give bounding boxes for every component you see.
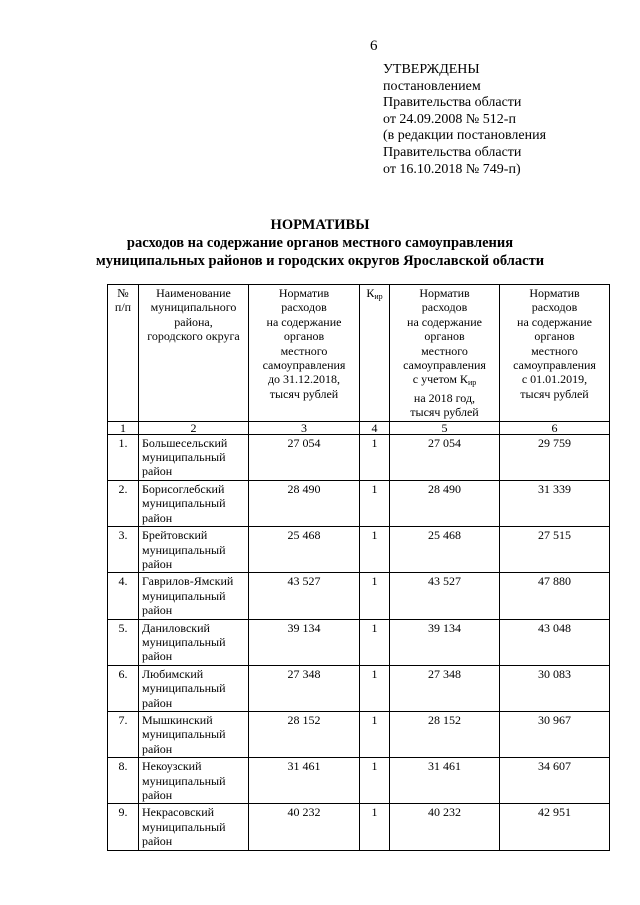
- row-name-line: Большесельский: [142, 435, 228, 450]
- approval-line: от 16.10.2018 № 749-п): [383, 161, 521, 177]
- column-number: 3: [249, 421, 360, 434]
- header-norm-k: Норматив расходов на содержание органов местного самоуправления с учетом $К_{ир}$ на 2018 год, тысяч рублей: [390, 285, 500, 422]
- row-name-line: район: [142, 741, 173, 756]
- row-norm-2019: 30 083: [500, 665, 610, 711]
- row-norm-k: 43 527: [390, 573, 500, 619]
- table-row: [108, 619, 610, 665]
- column-number: 1: [108, 421, 139, 434]
- row-name-line: район: [142, 464, 173, 479]
- row-norm-2018: 28 152: [249, 711, 360, 757]
- norms-table: [107, 284, 610, 851]
- row-number: 5.: [108, 619, 139, 665]
- row-number: 7.: [108, 711, 139, 757]
- row-number: 6.: [108, 665, 139, 711]
- row-norm-2019: 42 951: [500, 804, 610, 850]
- table-row: [108, 527, 610, 573]
- row-name: [139, 665, 249, 711]
- row-name-line: Мышкинский: [142, 712, 213, 727]
- row-k: 1: [360, 758, 390, 804]
- row-name-line: район: [142, 834, 173, 849]
- row-norm-2019: 30 967: [500, 711, 610, 757]
- row-norm-2019: 27 515: [500, 527, 610, 573]
- table-row: [108, 573, 610, 619]
- row-name-line: Гаврилов-Ямский: [142, 574, 234, 589]
- header-name: Наименование муниципального района, городского округа: [139, 285, 249, 422]
- approval-line: от 24.09.2008 № 512-п: [383, 111, 516, 127]
- row-number: 9.: [108, 804, 139, 850]
- row-norm-2018: 31 461: [249, 758, 360, 804]
- row-k: 1: [360, 573, 390, 619]
- column-number: 6: [500, 421, 610, 434]
- row-name-line: Некрасовский: [142, 805, 215, 820]
- table-row: [108, 665, 610, 711]
- row-norm-k: 25 468: [390, 527, 500, 573]
- row-name: [139, 711, 249, 757]
- row-name-line: Даниловский: [142, 620, 210, 635]
- approval-block: [383, 62, 546, 178]
- table-body: [108, 434, 610, 850]
- row-k: 1: [360, 665, 390, 711]
- row-name-line: район: [142, 695, 173, 710]
- row-name-line: Любимский: [142, 666, 204, 681]
- row-name: [139, 434, 249, 480]
- row-norm-k: 28 490: [390, 480, 500, 526]
- heading-subtitle: расходов на содержание органов местного самоуправления: [126, 235, 514, 251]
- row-norm-2019: 29 759: [500, 434, 610, 480]
- table-row: [108, 758, 610, 804]
- row-name-line: муниципальный: [142, 681, 226, 696]
- column-number: 2: [139, 421, 249, 434]
- approval-line: постановлением: [383, 78, 481, 94]
- table-row: [108, 480, 610, 526]
- approval-line: (в редакции постановления: [383, 128, 547, 144]
- row-k: 1: [360, 434, 390, 480]
- approval-line: Правительства области: [383, 144, 522, 160]
- row-name-line: муниципальный: [142, 634, 226, 649]
- row-number: 8.: [108, 758, 139, 804]
- row-norm-2018: 27 054: [249, 434, 360, 480]
- row-name: [139, 573, 249, 619]
- column-number-row: [108, 421, 610, 434]
- page-number: 6: [370, 38, 378, 54]
- row-name-line: муниципальный: [142, 496, 226, 511]
- row-norm-k: 28 152: [390, 711, 500, 757]
- row-norm-k: 27 348: [390, 665, 500, 711]
- row-norm-2018: 27 348: [249, 665, 360, 711]
- row-name-line: муниципальный: [142, 727, 226, 742]
- row-name: [139, 758, 249, 804]
- row-norm-2018: 43 527: [249, 573, 360, 619]
- row-number: 1.: [108, 434, 139, 480]
- heading-title: НОРМАТИВЫ: [270, 217, 370, 233]
- row-k: 1: [360, 711, 390, 757]
- row-number: 4.: [108, 573, 139, 619]
- row-norm-2019: 31 339: [500, 480, 610, 526]
- row-norm-2018: 28 490: [249, 480, 360, 526]
- row-norm-2019: 47 880: [500, 573, 610, 619]
- row-name-line: муниципальный: [142, 450, 226, 465]
- row-name-line: район: [142, 788, 173, 802]
- table-row: [108, 804, 610, 850]
- column-number: 5: [390, 421, 500, 434]
- row-name: [139, 480, 249, 526]
- table-row: [108, 434, 610, 480]
- row-name-line: район: [142, 649, 173, 664]
- row-norm-k: 40 232: [390, 804, 500, 850]
- row-norm-2019: 43 048: [500, 619, 610, 665]
- row-name-line: муниципальный: [142, 773, 226, 788]
- row-norm-k: 31 461: [390, 758, 500, 804]
- row-name-line: Брейтовский: [142, 528, 208, 543]
- row-k: 1: [360, 804, 390, 850]
- header-k: $К_{ир}$: [360, 285, 390, 422]
- table-header-row: [108, 285, 610, 422]
- row-norm-2018: 40 232: [249, 804, 360, 850]
- approval-line: УТВЕРЖДЕНЫ: [383, 62, 480, 77]
- row-number: 3.: [108, 527, 139, 573]
- row-norm-2019: 34 607: [500, 758, 610, 804]
- row-name-line: муниципальный: [142, 819, 226, 834]
- row-name-line: муниципальный: [142, 542, 226, 557]
- row-name: [139, 619, 249, 665]
- row-name-line: район: [142, 510, 173, 525]
- header-norm-2019: Норматив расходов на содержание органов местного самоуправления с 01.01.2019, тысяч рублей: [500, 285, 610, 422]
- row-name: [139, 804, 249, 850]
- row-norm-k: 39 134: [390, 619, 500, 665]
- table-row: [108, 711, 610, 757]
- heading-subtitle: муниципальных районов и городских округов Ярославской области: [95, 253, 545, 269]
- row-number: 2.: [108, 480, 139, 526]
- header-num: № п/п: [108, 285, 139, 422]
- row-name: [139, 527, 249, 573]
- row-name-line: Некоузский: [142, 759, 202, 774]
- header-norm-2018: Норматив расходов на содержание органов местного самоуправления до 31.12.2018, тысяч рублей: [249, 285, 360, 422]
- column-number: 4: [360, 421, 390, 434]
- row-name-line: район: [142, 556, 173, 571]
- row-name-line: муниципальный: [142, 588, 226, 603]
- row-k: 1: [360, 527, 390, 573]
- document-heading: [0, 216, 640, 270]
- approval-line: Правительства области: [383, 95, 522, 111]
- row-norm-k: 27 054: [390, 434, 500, 480]
- row-norm-2018: 25 468: [249, 527, 360, 573]
- row-name-line: Борисоглебский: [142, 481, 225, 496]
- row-k: 1: [360, 480, 390, 526]
- row-k: 1: [360, 619, 390, 665]
- row-norm-2018: 39 134: [249, 619, 360, 665]
- row-name-line: район: [142, 603, 173, 618]
